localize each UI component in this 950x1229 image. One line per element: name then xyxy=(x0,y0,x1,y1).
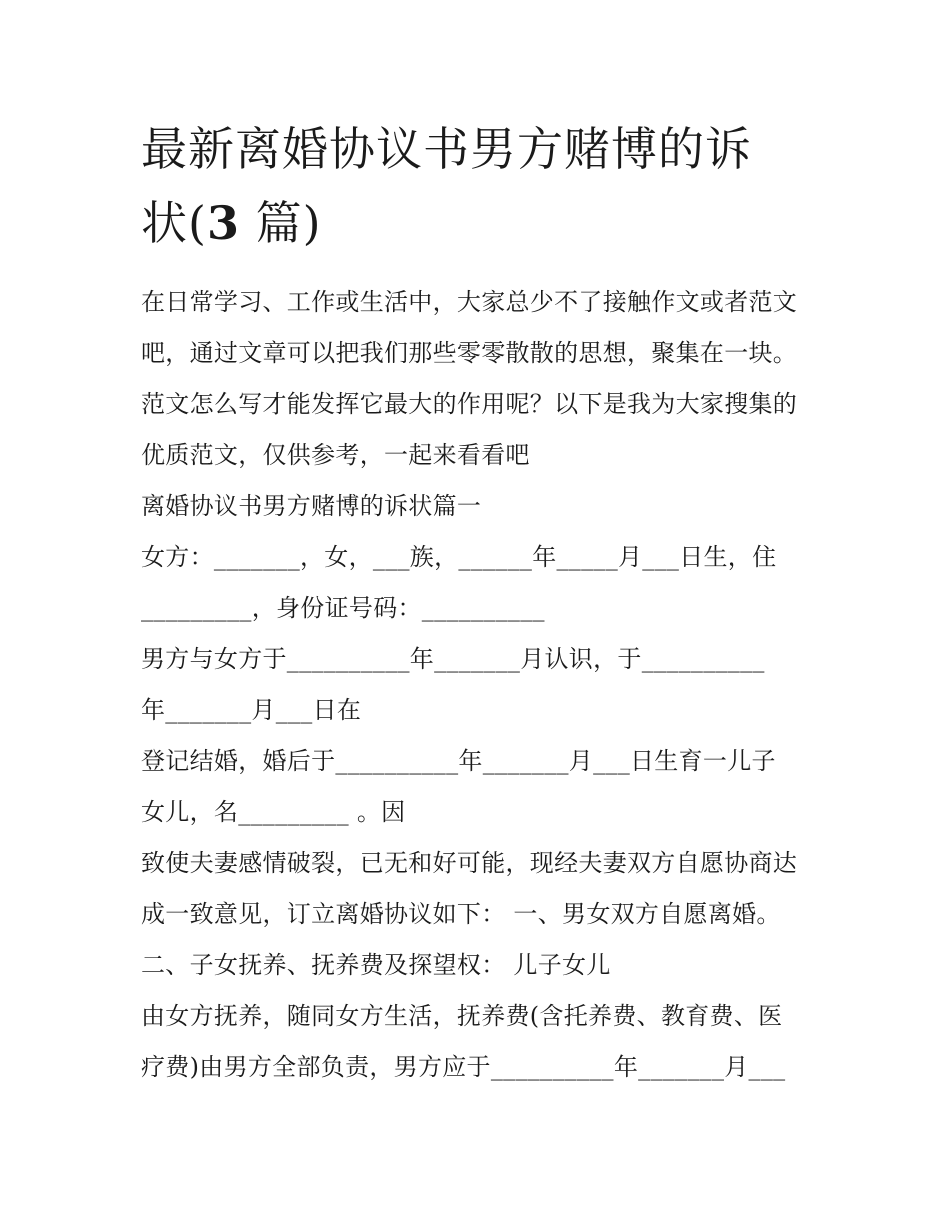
document-body xyxy=(141,277,831,1093)
section-heading: 离婚协议书男方赌博的诉状篇一 xyxy=(141,492,482,520)
body-line: 疗费)由男方全部负责，男方应于__________年_______月___ xyxy=(141,1053,786,1081)
body-line: 登记结婚，婚后于__________年_______月___日生育一儿子 xyxy=(141,747,776,775)
body-line: 致使夫妻感情破裂，已无和好可能，现经夫妻双方自愿协商达 xyxy=(141,849,798,877)
body-line: 范文怎么写才能发挥它最大的作用呢？以下是我为大家搜集的 xyxy=(141,390,798,418)
title-line-2-suffix: 篇) xyxy=(239,196,322,250)
body-line: _________，身份证号码：__________ xyxy=(141,594,545,622)
body-line: 由女方抚养，随同女方生活，抚养费(含托养费、教育费、医 xyxy=(141,1002,783,1030)
body-line: 吧，通过文章可以把我们那些零零散散的思想，聚集在一块。 xyxy=(141,339,798,367)
body-line: 在日常学习、工作或生活中，大家总少不了接触作文或者范文 xyxy=(141,288,798,316)
body-line: 男方与女方于__________年_______月认识，于__________ xyxy=(141,645,765,673)
body-line: 二、子女抚养、抚养费及探望权： 儿子女儿 xyxy=(141,951,611,979)
body-line: 女方：_______，女，___族，______年_____月___日生，住 xyxy=(141,543,777,571)
title-number: 3 xyxy=(206,196,240,250)
body-line: 成一致意见，订立离婚协议如下： 一、男女双方自愿离婚。 xyxy=(141,900,781,928)
title-line-2-prefix: 状( xyxy=(141,196,207,250)
body-line: 优质范文，仅供参考，一起来看看吧 xyxy=(141,441,530,469)
title-line-1: 最新离婚协议书男方赌博的诉 xyxy=(141,122,752,176)
body-line: 女儿，名_________ 。因 xyxy=(141,798,406,826)
body-line: 年_______月___日在 xyxy=(141,696,362,724)
document-title xyxy=(141,112,821,260)
